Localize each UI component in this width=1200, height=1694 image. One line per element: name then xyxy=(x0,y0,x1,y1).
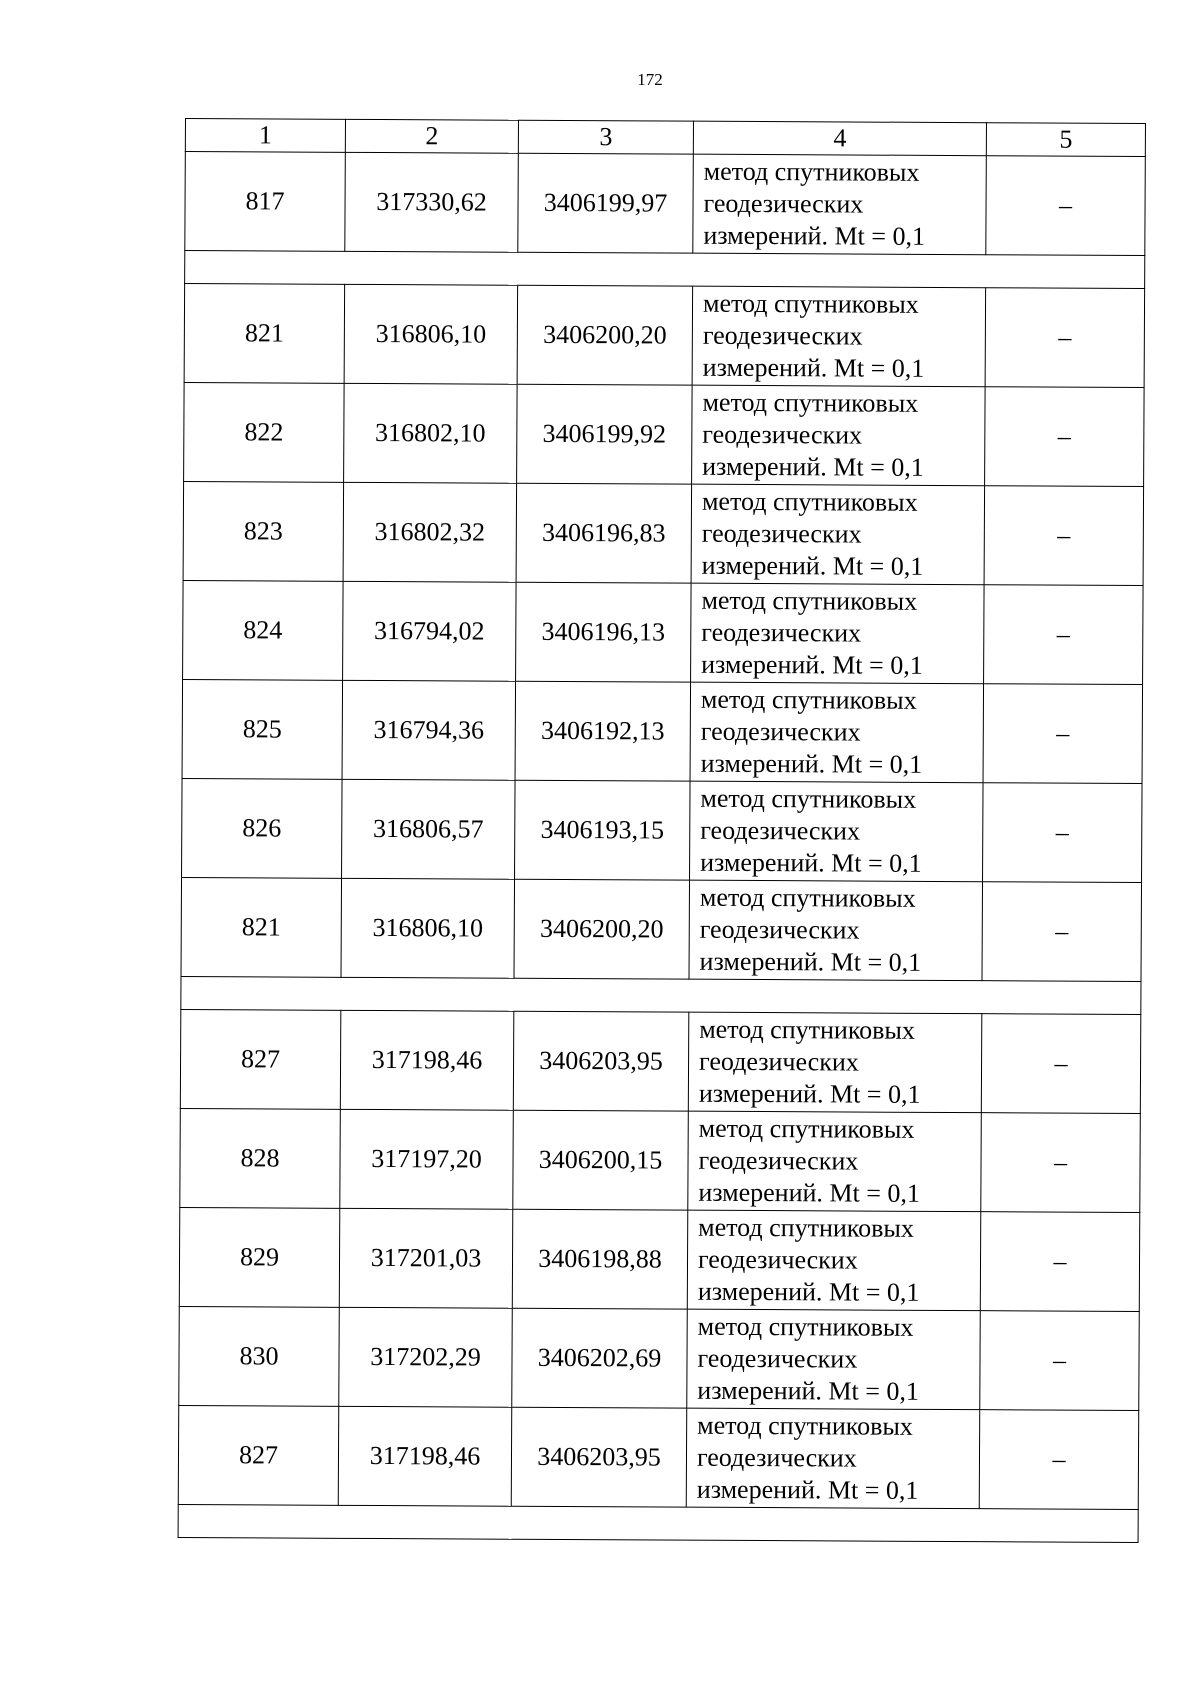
method-cell xyxy=(686,1408,980,1509)
method-line: геодезических xyxy=(697,1244,858,1275)
method-line: геодезических xyxy=(703,188,864,219)
note-cell: – xyxy=(985,288,1145,388)
method-line: метод спутниковых xyxy=(699,1014,916,1045)
x-coordinate-cell: 317202,29 xyxy=(339,1307,513,1407)
column-header-1: 1 xyxy=(185,119,345,153)
method-line: геодезических xyxy=(701,617,862,648)
point-id-cell: 823 xyxy=(183,481,344,581)
method-line: геодезических xyxy=(700,815,861,846)
note-cell: – xyxy=(984,585,1144,685)
note-cell: – xyxy=(983,783,1143,883)
x-coordinate-cell: 317198,46 xyxy=(338,1406,512,1506)
table-row xyxy=(179,1306,1140,1410)
method-cell xyxy=(693,154,987,255)
table-row xyxy=(185,152,1146,256)
point-id-cell: 821 xyxy=(184,284,345,384)
point-id-cell: 827 xyxy=(178,1405,339,1505)
method-line: метод спутниковых xyxy=(700,783,917,814)
note-cell: – xyxy=(985,387,1145,487)
method-line: измерений. Mt = 0,1 xyxy=(698,1177,921,1208)
point-id-cell: 830 xyxy=(179,1306,340,1406)
method-line: метод спутниковых xyxy=(697,1311,914,1342)
method-line: метод спутниковых xyxy=(697,1410,913,1441)
table-spacer-row xyxy=(185,251,1145,289)
table-row xyxy=(178,1405,1139,1509)
point-id-cell: 817 xyxy=(185,152,346,252)
y-coordinate-cell: 3406200,15 xyxy=(513,1110,689,1210)
note-cell: – xyxy=(980,1212,1140,1312)
point-id-cell: 826 xyxy=(182,778,343,878)
coordinates-table xyxy=(178,118,1146,1543)
y-coordinate-cell: 3406203,95 xyxy=(511,1407,687,1507)
method-line: геодезических xyxy=(699,914,860,945)
table-spacer-row xyxy=(178,1504,1138,1542)
method-cell xyxy=(688,1111,982,1212)
point-id-cell: 824 xyxy=(183,580,344,680)
note-cell: – xyxy=(986,156,1146,256)
column-header-2: 2 xyxy=(345,119,518,153)
y-coordinate-cell: 3406199,97 xyxy=(518,153,694,253)
y-coordinate-cell: 3406200,20 xyxy=(517,285,693,385)
table-row xyxy=(183,481,1144,585)
table-spacer-row xyxy=(181,976,1141,1014)
method-line: измерений. Mt = 0,1 xyxy=(697,1276,920,1307)
method-line: геодезических xyxy=(698,1046,859,1077)
table-row xyxy=(179,1207,1140,1311)
x-coordinate-cell: 316806,10 xyxy=(344,284,518,384)
y-coordinate-cell: 3406196,13 xyxy=(516,582,692,682)
column-header-5: 5 xyxy=(986,123,1145,157)
method-line: геодезических xyxy=(698,1145,859,1176)
x-coordinate-cell: 317198,46 xyxy=(340,1010,514,1110)
x-coordinate-cell: 316802,10 xyxy=(344,383,518,483)
table-row xyxy=(184,382,1145,486)
y-coordinate-cell: 3406199,92 xyxy=(517,384,693,484)
method-line: измерений. Mt = 0,1 xyxy=(701,649,923,680)
method-cell xyxy=(687,1309,981,1410)
note-cell: – xyxy=(981,1014,1141,1114)
table-row xyxy=(181,877,1142,981)
point-id-cell: 829 xyxy=(179,1207,340,1307)
spacer-cell xyxy=(181,976,1141,1014)
method-line: метод спутниковых xyxy=(698,1212,914,1243)
column-header-3: 3 xyxy=(518,120,693,154)
method-line: измерений. Mt = 0,1 xyxy=(699,946,922,977)
method-line: измерений. Mt = 0,1 xyxy=(696,1474,919,1505)
method-line: геодезических xyxy=(696,1442,857,1473)
method-line: геодезических xyxy=(697,1343,858,1374)
point-id-cell: 821 xyxy=(181,877,342,977)
x-coordinate-cell: 317201,03 xyxy=(339,1208,513,1308)
x-coordinate-cell: 316806,57 xyxy=(342,779,516,879)
table-row xyxy=(184,284,1145,388)
method-line: метод спутниковых xyxy=(698,1113,915,1144)
method-line: метод спутниковых xyxy=(701,585,918,616)
note-cell: – xyxy=(984,486,1144,586)
table-row xyxy=(180,1108,1141,1212)
x-coordinate-cell: 316794,02 xyxy=(343,581,517,681)
method-line: измерений. Mt = 0,1 xyxy=(698,1078,921,1109)
y-coordinate-cell: 3406193,15 xyxy=(515,780,691,880)
note-cell: – xyxy=(982,882,1142,982)
point-id-cell: 827 xyxy=(180,1009,341,1109)
method-line: измерений. Mt = 0,1 xyxy=(700,847,922,878)
note-cell: – xyxy=(980,1311,1140,1411)
method-line: метод спутниковых xyxy=(699,882,916,913)
method-cell xyxy=(691,484,985,585)
method-line: измерений. Mt = 0,1 xyxy=(697,1375,920,1406)
method-line: метод спутниковых xyxy=(700,684,917,715)
table-row xyxy=(183,580,1144,684)
note-cell: – xyxy=(979,1410,1139,1510)
method-line: измерений. Mt = 0,1 xyxy=(702,451,924,482)
method-line: геодезических xyxy=(702,419,863,450)
method-line: измерений. Mt = 0,1 xyxy=(703,220,926,251)
method-line: геодезических xyxy=(700,716,861,747)
y-coordinate-cell: 3406200,20 xyxy=(514,879,690,979)
method-line: метод спутниковых xyxy=(703,156,920,187)
table-body xyxy=(178,119,1145,1543)
method-cell xyxy=(690,781,984,882)
note-cell: – xyxy=(983,684,1143,784)
x-coordinate-cell: 316802,32 xyxy=(343,482,517,582)
x-coordinate-cell: 317330,62 xyxy=(345,152,519,252)
point-id-cell: 828 xyxy=(180,1108,341,1208)
y-coordinate-cell: 3406192,13 xyxy=(515,681,691,781)
method-line: измерений. Mt = 0,1 xyxy=(702,352,925,383)
table-row xyxy=(182,778,1143,882)
table-header-row xyxy=(185,119,1145,157)
method-cell xyxy=(689,880,983,981)
method-cell xyxy=(692,385,986,486)
method-line: измерений. Mt = 0,1 xyxy=(701,550,924,581)
method-cell xyxy=(687,1210,981,1311)
page-number: 172 xyxy=(637,70,663,89)
method-line: метод спутниковых xyxy=(702,387,919,418)
method-cell xyxy=(692,286,986,387)
table-row xyxy=(182,679,1143,783)
method-cell xyxy=(688,1012,982,1113)
x-coordinate-cell: 316794,36 xyxy=(342,680,516,780)
y-coordinate-cell: 3406202,69 xyxy=(512,1308,688,1408)
point-id-cell: 825 xyxy=(182,679,343,779)
method-line: метод спутниковых xyxy=(702,288,919,319)
x-coordinate-cell: 317197,20 xyxy=(340,1109,514,1209)
point-id-cell: 822 xyxy=(184,382,345,482)
y-coordinate-cell: 3406198,88 xyxy=(512,1209,688,1309)
column-header-4: 4 xyxy=(693,121,986,156)
method-line: метод спутниковых xyxy=(701,486,918,517)
y-coordinate-cell: 3406196,83 xyxy=(516,483,692,583)
spacer-cell xyxy=(178,1504,1138,1542)
method-cell xyxy=(691,583,985,684)
spacer-cell xyxy=(185,251,1145,289)
method-cell xyxy=(690,682,984,783)
note-cell: – xyxy=(981,1113,1141,1213)
y-coordinate-cell: 3406203,95 xyxy=(513,1011,689,1111)
table-row xyxy=(180,1009,1141,1113)
method-line: измерений. Mt = 0,1 xyxy=(700,748,923,779)
method-line: геодезических xyxy=(701,518,862,549)
method-line: геодезических xyxy=(702,320,863,351)
x-coordinate-cell: 316806,10 xyxy=(341,878,515,978)
